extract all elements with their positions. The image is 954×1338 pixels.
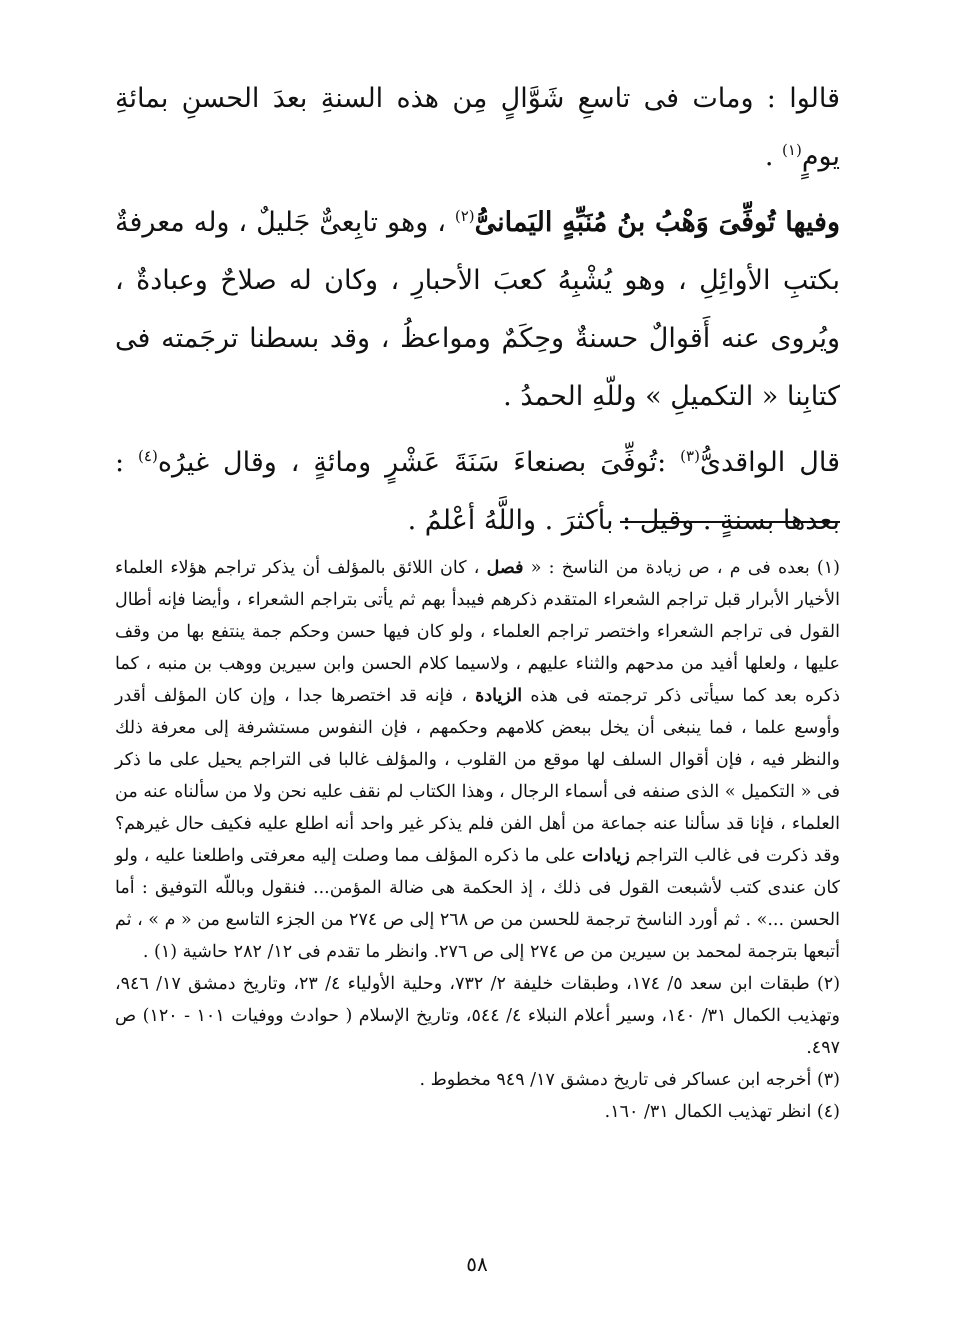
paragraph-1: قالوا : ومات فى تاسعِ شَوَّالٍ مِن هذه السنةِ بعدَ الحسنِ بمائةِ يومٍ$^{(١)}$ . [115, 83, 840, 172]
paragraph-2: وفيها تُوفِّىَ وَهْبُ بنُ مُنَبِّهٍ اليَمانىُّ$^{(٢)}$ ، وهو تابِعىٌّ جَليلٌ ، وله معرفةٌ بكتبِ الأوائِلِ ، وهو يُشْبِهُ كعبَ الأحبارِ ، وكان له صلاحٌ وعبادةٌ ، ويُروى عنه أَقوالٌ حسنةٌ وحِكَمٌ ومواعظُ ، وقد بسطنا ترجَمته فى كتابِنا « التكميلِ » وللّهِ الحمدُ . [115, 207, 840, 412]
footnote-ref-2[interactable]: (٢) [454, 207, 475, 225]
footnote-ref-1[interactable]: (١) [782, 141, 802, 159]
footnote-ref-3[interactable]: (٣) [680, 447, 700, 465]
page-number: ٥٨ [466, 1252, 488, 1276]
footnotes [115, 552, 840, 1128]
footnote-1: (١) بعده فى م ، ص زيادة من الناسخ : « فصل ، كان اللائق بالمؤلف أن يذكر تراجم هؤلاء العلماء الأخيار الأبرار قبل تراجم الشعراء المتقدم ذكرهم فيبدأ بهم ثم يأتى بتراجم الشعراء ، وأيضا فإنه أطال القول فى تراجم الشعراء واختصر تراجم العلماء ، ولو كان فيها حسن وحكم جمة ينتفع بها من وقف عليها ، ولعلها أفيد من مدحهم والثناء عليهم ، ولاسيما كلام الحسن وابن سيرين ووهب بن منبه ، كما ذكره بعد كما سيأتى ذكر ترجمته فى هذه الزيادة ، فإنه قد اختصرها جدا ، وإن كان المؤلف أقدر وأوسع علما ، فما ينبغى أن يخل ببعض كلامهم وحكمهم ، فإن النفوس مستشرفة إلى معرفة ذلك والنظر فيه ، فإن أقوال السلف لها موقع من القلوب ، والمؤلف غالبا فى التراجم يحيل على ما ذكر فى « التكميل » الذى صنفه فى أسماء الرجال ، وهذا الكتاب لم نقف عليه نحن ولا من سألناه عنه من العلماء ، فإنا قد سألنا عنه جماعة من أهل الفن فلم يذكر غير واحد أنه اطلع عليه فكيف حال غيرهم؟ وقد ذكرت فى غالب التراجم زيادات على ما ذكره المؤلف مما وصلت إليه معرفتى واطلعنا عليه ، ولو كان عندى كتب لأشبعت القول فى ذلك ، إذ الحكمة هى ضالة المؤمن... فنقول وباللّه التوفيق : أما الحسن ...» . ثم أورد الناسخ ترجمة للحسن من ص ٢٦٨ إلى ص ٢٧٤ من الجزء التاسع من « م » ، ثم أتبعها بترجمة لمحمد بن سيرين من ص ٢٧٤ إلى ص ٢٧٦. وانظر ما تقدم فى ١٢/ ٢٨٢ حاشية (١) . [115, 558, 841, 962]
footnote-2: (٢) طبقات ابن سعد ٥/ ١٧٤، وطبقات خليفة ٢/ ٧٣٢، وحلية الأولياء ٤/ ٢٣، وتاريخ دمشق ١٧/ ٩٤٦، وتهذيب الكمال ٣١/ ١٤٠، وسير أعلام النبلاء ٤/ ٥٤٤، وتاريخ الإسلام ( حوادث ووفيات ١٠١ - ١٢٠) ص ٤٩٧. [115, 974, 841, 1058]
footnote-3: (٣) أخرجه ابن عساكر فى تاريخ دمشق ١٧/ ٩٤٩ مخطوط . [419, 1070, 840, 1090]
footnote-4: (٤) انظر تهذيب الكمال ٣١/ ١٦٠. [604, 1102, 840, 1122]
main-text [115, 70, 840, 558]
wahb-heading: وفيها تُوفِّىَ وَهْبُ بنُ مُنَبِّهٍ اليَمانىُّ [474, 207, 840, 238]
footnote-ref-4[interactable]: (٤) [138, 447, 158, 465]
footnote-divider [620, 521, 840, 523]
paragraph-3: قال الواقدىُّ$^{(٣)}$ :تُوفِّىَ بصنعاءَ سَنَةَ عَشْرٍ ومائةٍ ، وقال غيرُه$^{(٤)}$ : بعدها بسنةٍ . وقيل : بأكثرَ . واللَّهُ أعْلمُ . [115, 447, 840, 536]
